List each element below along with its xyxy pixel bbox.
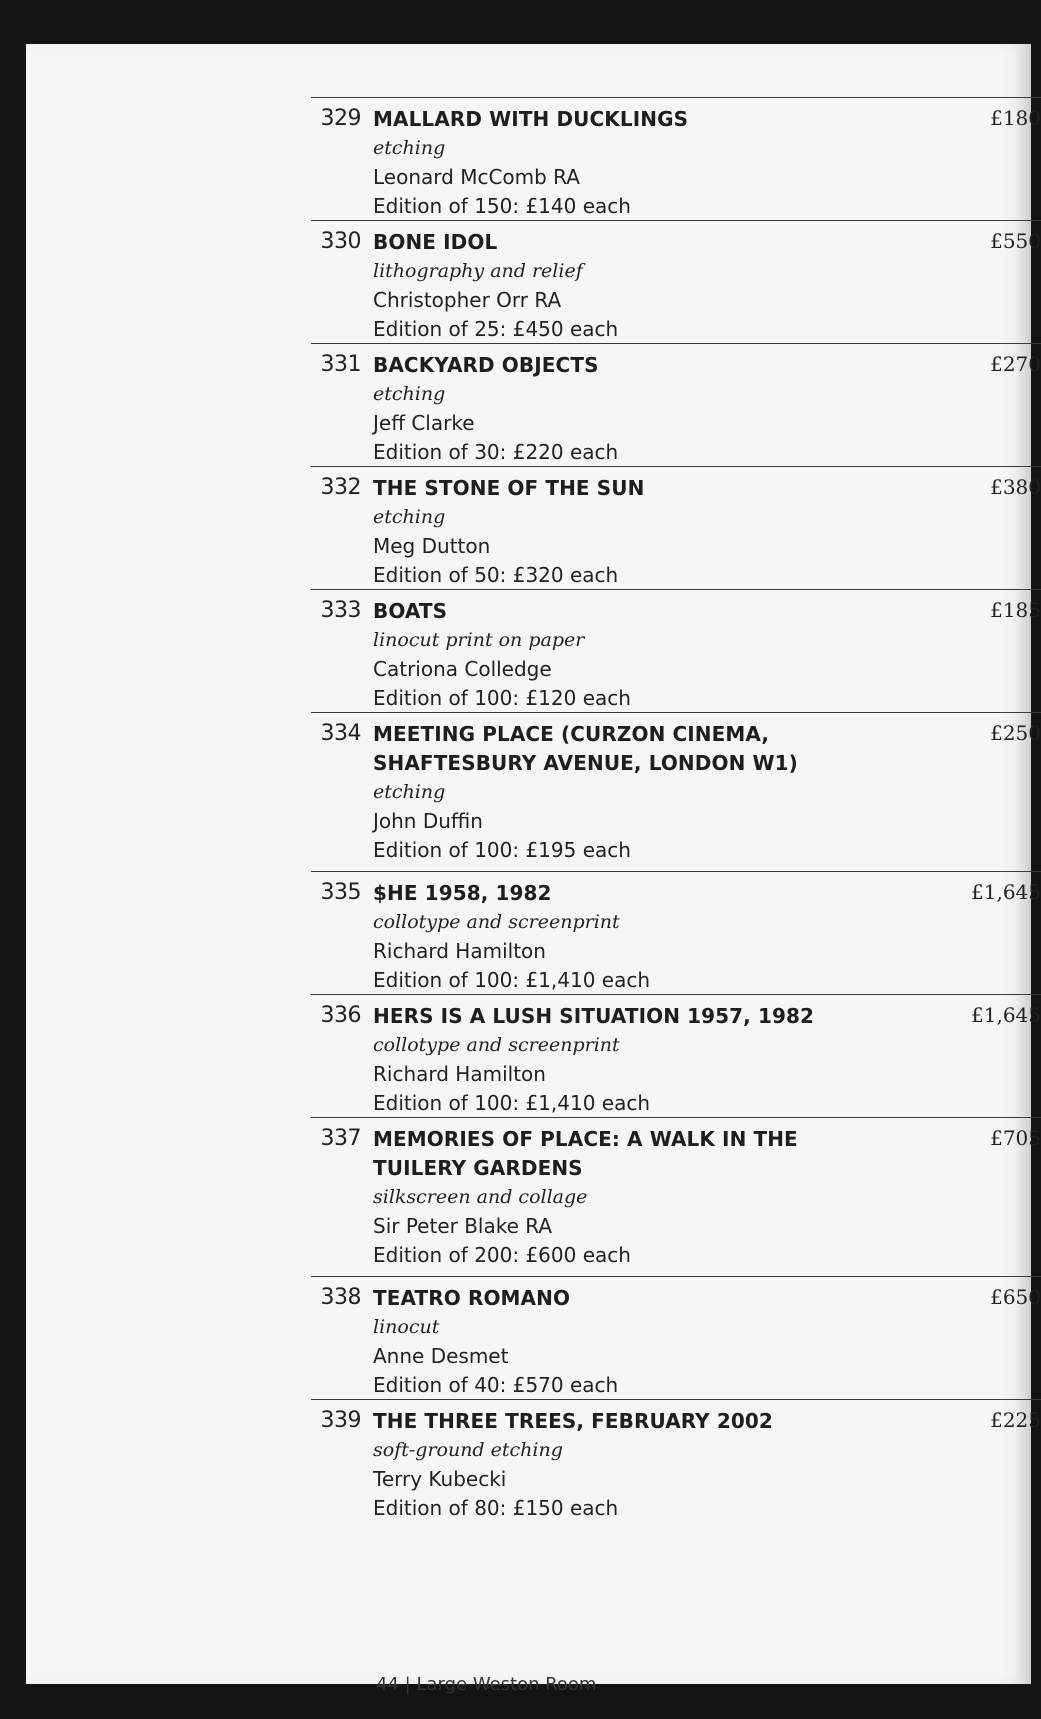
entry-price: £1,645 (971, 1003, 1041, 1027)
catalogue-entry (311, 1399, 1041, 1527)
entry-price: £380 (990, 475, 1041, 499)
entry-title: THE THREE TREES, FEBRUARY 2002 (373, 1409, 773, 1433)
entry-price: £185 (990, 598, 1041, 622)
entry-number: 331 (320, 352, 361, 377)
entry-medium: collotype and screenprint (373, 911, 620, 933)
catalogue-entry (311, 1276, 1041, 1399)
entry-artist: John Duffin (373, 809, 483, 833)
entry-price: £1,645 (971, 880, 1041, 904)
catalogue-entry (311, 994, 1041, 1117)
footer-page-number: 44 (376, 1674, 399, 1695)
entry-title: THE STONE OF THE SUN (373, 476, 645, 500)
entry-title: HERS IS A LUSH SITUATION 1957, 1982 (373, 1004, 815, 1028)
footer-separator: | (404, 1674, 411, 1695)
entry-title: $HE 1958, 1982 (373, 881, 552, 905)
entry-number: 332 (320, 475, 361, 500)
entry-edition: Edition of 40: £570 each (373, 1373, 619, 1397)
catalogue-page (26, 44, 1041, 1695)
entry-title: MALLARD WITH DUCKLINGS (373, 107, 689, 131)
entry-medium: linocut (373, 1316, 440, 1338)
entry-artist: Anne Desmet (373, 1344, 509, 1368)
entry-artist: Jeff Clarke (373, 411, 475, 435)
entry-medium: lithography and relief (373, 260, 583, 282)
entry-number: 334 (320, 721, 361, 746)
entry-medium: linocut print on paper (373, 629, 585, 651)
catalogue-entry (311, 97, 1041, 220)
entry-edition: Edition of 100: £195 each (373, 838, 631, 862)
entry-number: 336 (320, 1003, 361, 1028)
entry-edition: Edition of 50: £320 each (373, 563, 619, 587)
entry-edition: Edition of 200: £600 each (373, 1243, 631, 1267)
entry-artist: Richard Hamilton (373, 1062, 546, 1086)
catalogue-entry (311, 466, 1041, 589)
entry-artist: Sir Peter Blake RA (373, 1214, 553, 1238)
entry-artist: Christopher Orr RA (373, 288, 562, 312)
entry-price: £180 (990, 106, 1041, 130)
entry-edition: Edition of 100: £1,410 each (373, 968, 651, 992)
entry-artist: Catriona Colledge (373, 657, 552, 681)
entry-medium: soft-ground etching (373, 1439, 563, 1461)
entry-price: £650 (990, 1285, 1041, 1309)
entry-edition: Edition of 80: £150 each (373, 1496, 619, 1520)
entry-artist: Leonard McComb RA (373, 165, 580, 189)
catalogue-entry (311, 220, 1041, 343)
entry-price: £225 (990, 1408, 1041, 1432)
entry-title: BOATS (373, 599, 448, 623)
entry-title: BACKYARD OBJECTS (373, 353, 599, 377)
entry-medium: etching (373, 506, 446, 528)
entry-number: 338 (320, 1285, 361, 1310)
entry-number: 330 (320, 229, 361, 254)
entry-title: TEATRO ROMANO (373, 1286, 571, 1310)
entry-medium: etching (373, 383, 446, 405)
entry-number: 339 (320, 1408, 361, 1433)
entry-number: 337 (320, 1126, 361, 1151)
entry-title: BONE IDOL (373, 230, 498, 254)
entry-edition: Edition of 100: £1,410 each (373, 1091, 651, 1115)
entry-medium: etching (373, 137, 446, 159)
catalogue-entry (311, 1117, 1041, 1276)
entry-price: £550 (990, 229, 1041, 253)
entry-price: £270 (990, 352, 1041, 376)
entry-number: 329 (320, 106, 361, 131)
catalogue-entry (311, 343, 1041, 466)
entry-edition: Edition of 150: £140 each (373, 194, 631, 218)
catalogue-list (311, 97, 1041, 1527)
entry-price: £705 (990, 1126, 1041, 1150)
entry-artist: Terry Kubecki (373, 1467, 507, 1491)
entry-edition: Edition of 100: £120 each (373, 686, 631, 710)
entry-title: MEMORIES OF PLACE: A WALK IN THE TUILERY GARDENS (373, 1127, 798, 1180)
entry-medium: silkscreen and collage (373, 1186, 588, 1208)
catalogue-entry (311, 589, 1041, 712)
entry-edition: Edition of 25: £450 each (373, 317, 619, 341)
entry-number: 333 (320, 598, 361, 623)
entry-artist: Richard Hamilton (373, 939, 546, 963)
entry-edition: Edition of 30: £220 each (373, 440, 619, 464)
catalogue-entry (311, 871, 1041, 994)
entry-medium: collotype and screenprint (373, 1034, 620, 1056)
page-footer (376, 1674, 596, 1695)
entry-medium: etching (373, 781, 446, 803)
entry-artist: Meg Dutton (373, 534, 491, 558)
entry-number: 335 (320, 880, 361, 905)
footer-section-name: Large Weston Room (416, 1674, 597, 1695)
entry-price: £250 (990, 721, 1041, 745)
catalogue-entry (311, 712, 1041, 871)
entry-title: MEETING PLACE (CURZON CINEMA, SHAFTESBURY AVENUE, LONDON W1) (373, 722, 798, 775)
